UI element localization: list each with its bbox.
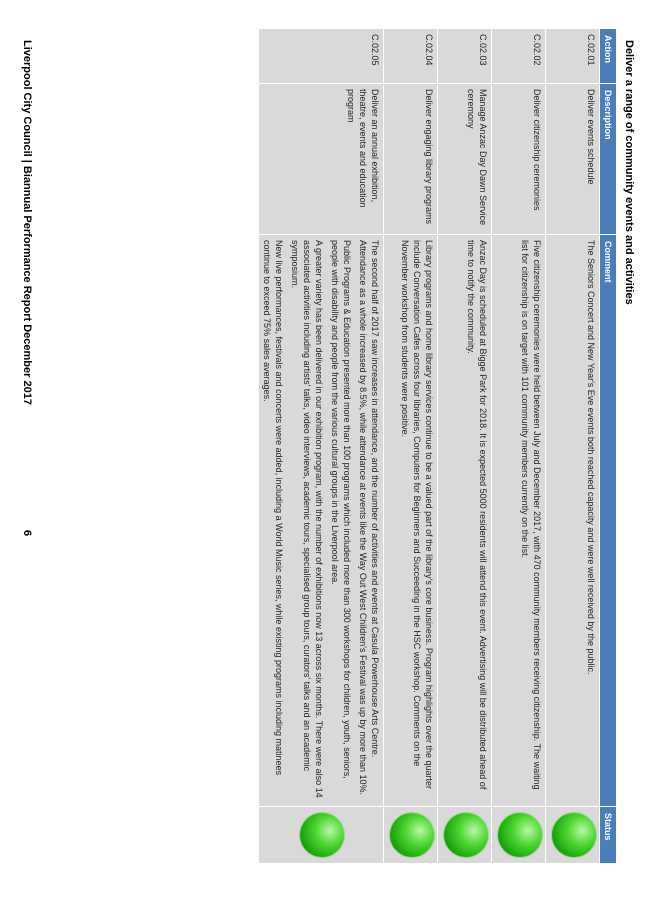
action-description: Deliver citizenship ceremonies <box>492 84 546 235</box>
column-header-comment: Comment <box>600 235 617 807</box>
comment-paragraph: The second half of 2017 saw increases in attendance, and the number of activities and events at Casula Powerhouse Arts Centre. Attendance as a whole increased by 8.5%, while attendance at events like the Way Out West Children's Festival was up by more than 10%. <box>358 240 380 796</box>
page-number: 6 <box>21 530 33 537</box>
action-code: C.02.04 <box>384 29 438 84</box>
report-footer: Liverpool City Council | Biannual Performance Report December 2017 <box>21 40 33 405</box>
status-green-circle-icon <box>444 813 488 857</box>
table-row <box>546 29 600 864</box>
table-row <box>438 29 492 864</box>
table-header-row <box>600 29 617 864</box>
action-comment <box>492 235 546 807</box>
column-header-action: Action <box>600 29 617 84</box>
action-description: Deliver engaging library programs <box>384 84 438 235</box>
action-description: Deliver an annual exhibition, theatre, events and education program <box>259 84 384 235</box>
comment-paragraph: New live performances, festivals and concerts were added, including a World Music series, while existing programs including matinees continue to exceed 75% sales averages. <box>262 240 284 776</box>
comment-paragraph: Anzac Day is scheduled at Bigge Park for 2018. It is expected 5000 residents will attend this event. Advertising will be distributed ahead of time to notify the community. <box>466 240 488 790</box>
action-comment <box>384 235 438 807</box>
status-cell <box>259 807 384 864</box>
section-heading: Deliver a range of community events and activities <box>623 40 635 305</box>
status-cell <box>492 807 546 864</box>
status-cell <box>384 807 438 864</box>
status-green-circle-icon <box>498 813 542 857</box>
status-cell <box>438 807 492 864</box>
action-comment <box>438 235 492 807</box>
comment-paragraph: A greater variety has been delivered in our exhibition program, with the number of exhibitions now 13 across six months. There were also 14 associated activities including artists' talks, video interviews, academic tours, specialised group tours, curators' talks and an academic symposium. <box>290 240 324 798</box>
status-green-circle-icon <box>390 813 434 857</box>
column-header-status: Status <box>600 807 617 864</box>
table-row <box>384 29 438 864</box>
action-comment <box>259 235 384 807</box>
action-comment <box>546 235 600 807</box>
status-green-circle-icon <box>301 813 345 857</box>
comment-paragraph: The Seniors Concert and New Year's Eve events both reached capacity and were well received by the public. <box>586 240 596 675</box>
column-header-description: Description <box>600 84 617 235</box>
comment-paragraph: Library programs and home library services continue to be a valued part of the library's core business. Program highlights over the quarter include Conversation Cafes across four libraries, Computers for Beginners and Succeeding in the HSC workshop. Comments on the November workshop from students were positive. <box>400 240 434 789</box>
status-cell <box>546 807 600 864</box>
table-row <box>492 29 546 864</box>
action-description: Manage Anzac Day Dawn Service ceremony <box>438 84 492 235</box>
status-green-circle-icon <box>552 813 596 857</box>
comment-paragraph: Five citizenship ceremonies were held between July and December 2017, with 470 community members receiving citizenship. The waiting list for citizenship is on target with 101 community members currently on the list. <box>520 240 542 790</box>
comment-paragraph: Public Programs & Education presented more than 100 programs which included more than 300 workshops for children, youth, seniors, people with disability and people from the various cultural groups in the Liverpool area. <box>330 240 352 779</box>
action-code: C.02.03 <box>438 29 492 84</box>
action-code: C.02.05 <box>259 29 384 84</box>
action-code: C.02.01 <box>546 29 600 84</box>
actions-table <box>258 28 617 864</box>
action-code: C.02.02 <box>492 29 546 84</box>
action-description: Deliver events schedule <box>546 84 600 235</box>
table-row <box>259 29 384 864</box>
